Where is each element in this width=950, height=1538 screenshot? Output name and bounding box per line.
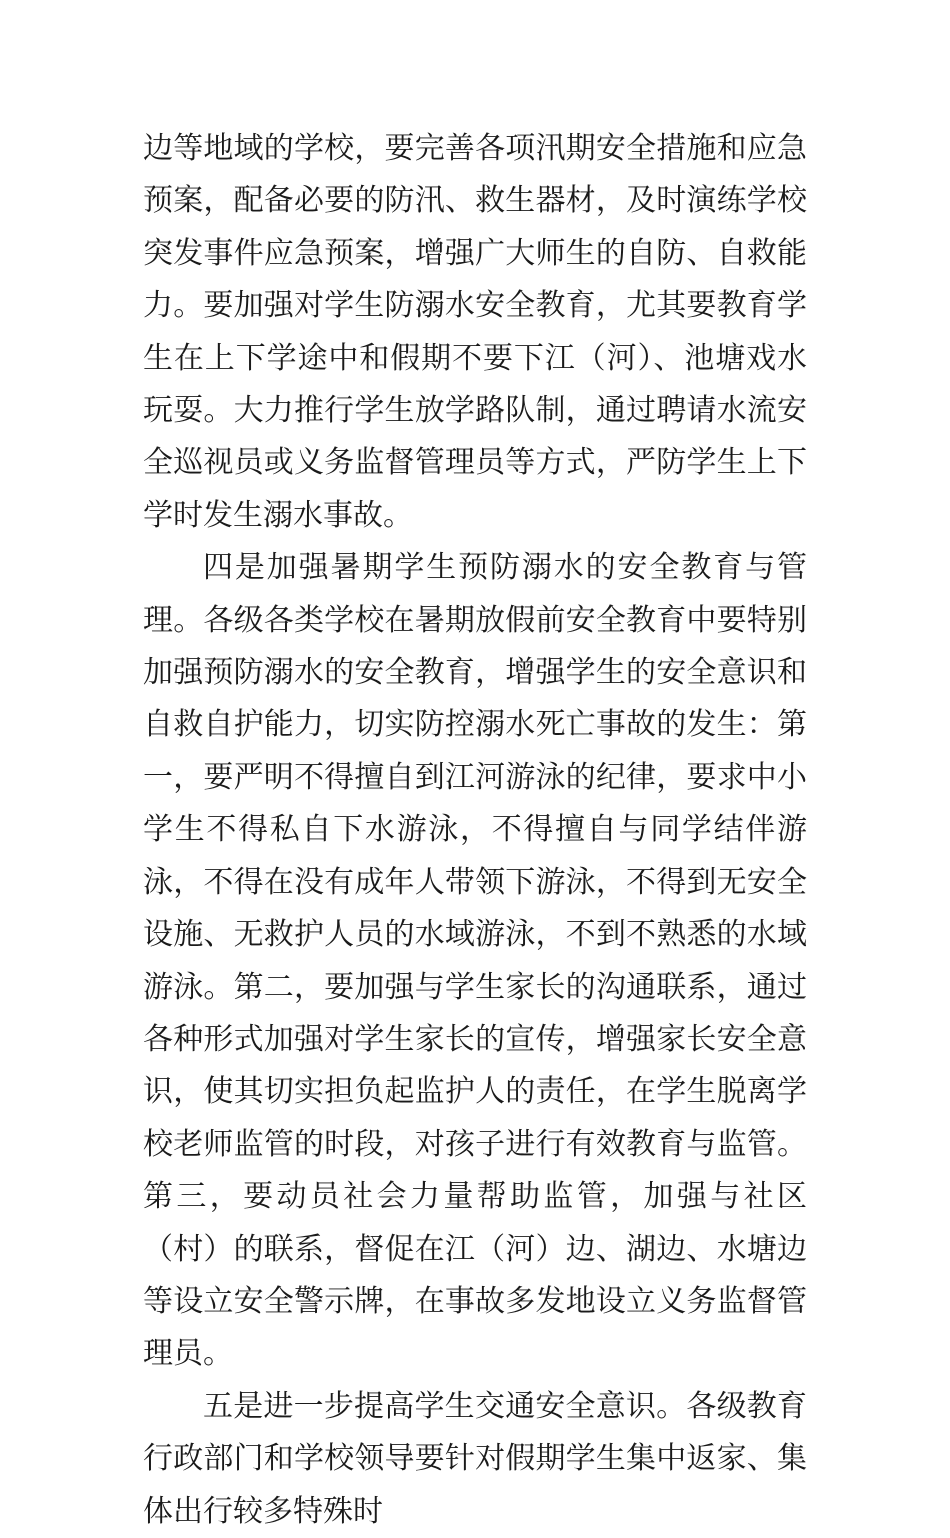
paragraph-traffic-safety: 五是进一步提高学生交通安全意识。各级教育行政部门和学校领导要针对假期学生集中返家、集体出行较多特殊时 — [143, 1388, 807, 1529]
paragraph-flood-safety-continued: 边等地域的学校，要完善各项汛期安全措施和应急预案，配备必要的防汛、救生器材，及时演练学校突发事件应急预案，增强广大师生的自防、自救能力。要加强对学生防溺水安全教育，尤其要教育学生在上下学途中和假期不要下江（河）、池塘戏水玩耍。大力推行学生放学路队制，通过聘请水流安全巡视员或义务监督管理员等方式，严防学生上下学时发生溺水事故。 — [143, 131, 807, 533]
paragraph-summer-drowning-prevention: 四是加强暑期学生预防溺水的安全教育与管理。各级各类学校在暑期放假前安全教育中要特别加强预防溺水的安全教育，增强学生的安全意识和自救自护能力，切实防控溺水死亡事故的发生：第一，要严明不得擅自到江河游泳的纪律，要求中小学生不得私自下水游泳，不得擅自与同学结伴游泳，不得在没有成年人带领下游泳，不得到无安全设施、无救护人员的水域游泳，不到不熟悉的水域游泳。第二，要加强与学生家长的沟通联系，通过各种形式加强对学生家长的宣传，增强家长安全意识，使其切实担负起监护人的责任，在学生脱离学校老师监管的时段，对孩子进行有效教育与监管。第三，要动员社会力量帮助监管，加强与社区（村）的联系，督促在江（河）边、湖边、水塘边等设立安全警示牌，在事故多发地设立义务监督管理员。 — [143, 550, 807, 1372]
document-body — [143, 123, 807, 1538]
